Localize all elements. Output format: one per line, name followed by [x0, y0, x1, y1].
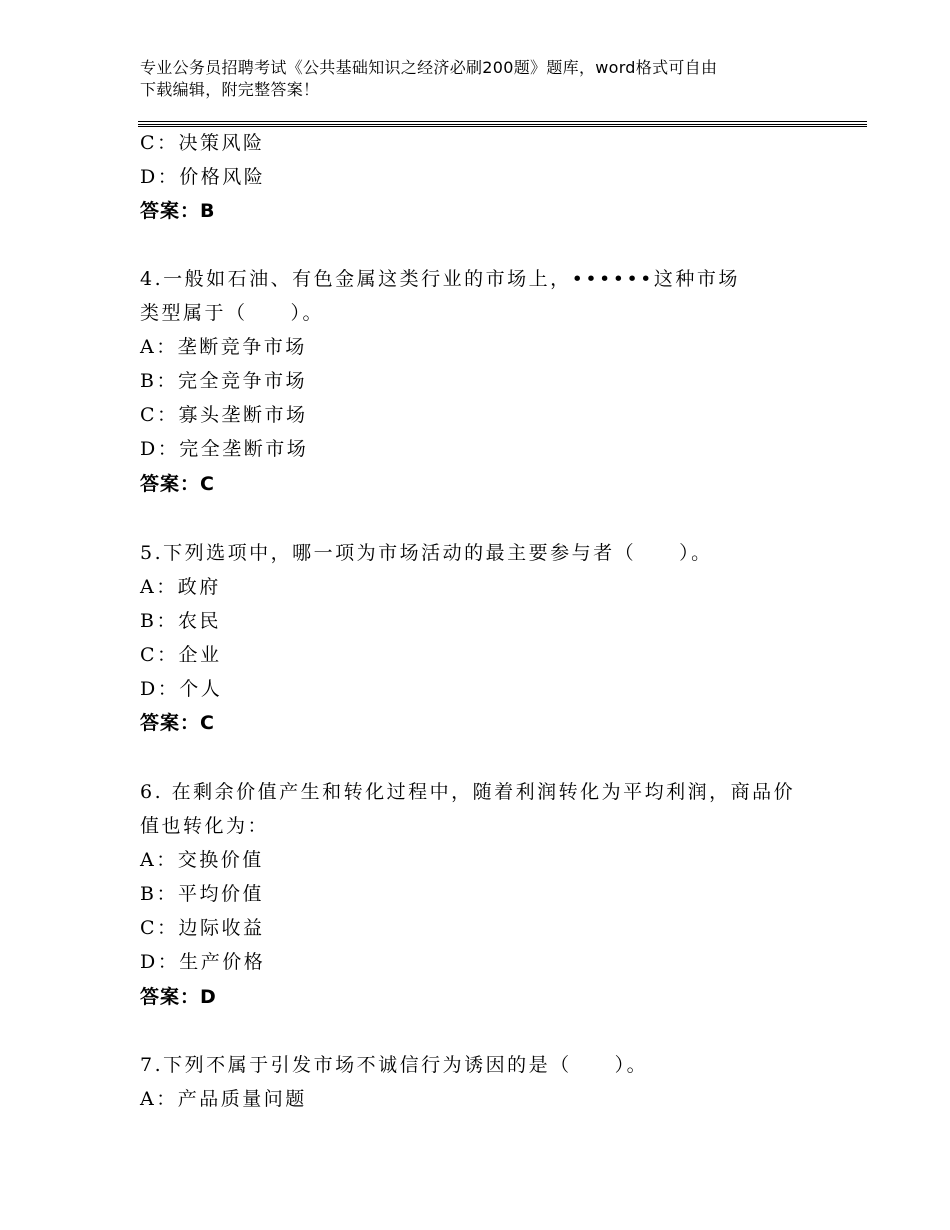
- header-title-line-1: 专业公务员招聘考试《公共基础知识之经济必刷200题》题库，word格式可自由: [140, 58, 718, 77]
- q5-option-b: B：农民: [140, 610, 221, 632]
- document-header: [140, 57, 820, 101]
- q6-option-c: C：边际收益: [140, 917, 265, 939]
- q5-option-a: A：政府: [140, 576, 221, 598]
- q7-stem-line-1: 7.下列不属于引发市场不诚信行为诱因的是（ ）。: [140, 1054, 649, 1076]
- q4-stem-line-1: 4.一般如石油、有色金属这类行业的市场上，••••••这种市场: [140, 268, 740, 290]
- q6-stem-line-1: 6. 在剩余价值产生和转化过程中，随着利润转化为平均利润，商品价: [140, 781, 796, 803]
- q6-stem-line-2: 值也转化为：: [140, 815, 270, 837]
- q5-option-c: C：企业: [140, 644, 222, 666]
- q4-stem-line-2: 类型属于（ ）。: [140, 302, 325, 324]
- q5-stem-line-1: 5.下列选项中，哪一项为市场活动的最主要参与者（ ）。: [140, 542, 713, 564]
- header-divider: [138, 121, 867, 122]
- q5-answer: 答案：C: [140, 712, 215, 734]
- q5-option-d: D：个人: [140, 678, 223, 700]
- q4-answer: 答案：C: [140, 473, 215, 495]
- q4-option-c: C：寡头垄断市场: [140, 404, 308, 426]
- q3-answer: 答案：B: [140, 200, 216, 222]
- header-title-line-2: 下载编辑，附完整答案！: [140, 80, 320, 99]
- q7-option-a: A：产品质量问题: [140, 1088, 307, 1110]
- q4-option-b: B：完全竞争市场: [140, 370, 307, 392]
- q6-option-b: B：平均价值: [140, 883, 264, 905]
- q3-option-d: D：价格风险: [140, 166, 266, 188]
- q6-answer: 答案：D: [140, 986, 217, 1008]
- q6-option-d: D：生产价格: [140, 951, 266, 973]
- q4-option-d: D：完全垄断市场: [140, 438, 309, 460]
- q6-option-a: A：交换价值: [140, 849, 264, 871]
- q3-option-c: C：决策风险: [140, 132, 265, 154]
- header-divider: [138, 124, 867, 125]
- header-divider: [138, 126, 867, 127]
- q4-option-a: A：垄断竞争市场: [140, 336, 307, 358]
